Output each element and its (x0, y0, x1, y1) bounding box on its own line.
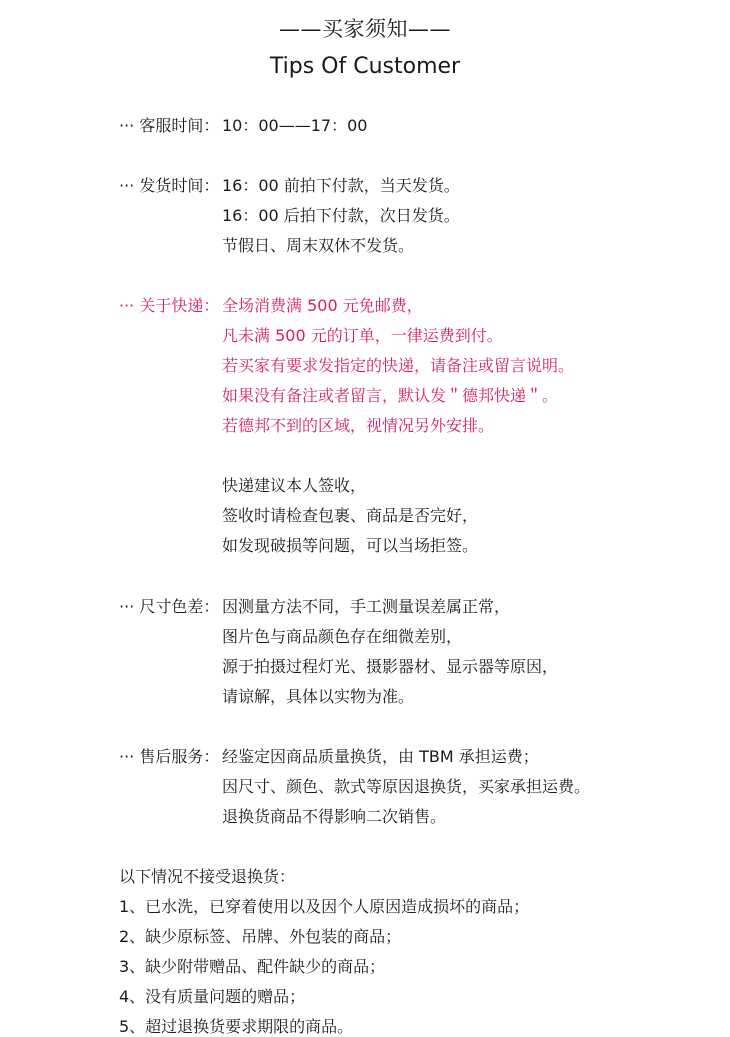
size-color-label: ··· 尺寸色差： (119, 597, 220, 616)
express-note-line: 如发现破损等问题，可以当场拒签。 (222, 536, 479, 555)
no-return-item: 3、缺少附带赠品、配件缺少的商品； (119, 957, 386, 976)
shipping-time-line: 16：00 前拍下付款，当天发货。 (222, 176, 460, 195)
express-note-line: 签收时请检查包裹、商品是否完好， (222, 506, 479, 525)
size-color-line: 请谅解，具体以实物为准。 (222, 687, 415, 706)
after-sales-line: 因尺寸、颜色、款式等原因退换货，买家承担运费。 (222, 777, 591, 796)
no-return-item: 4、没有质量问题的赠品； (119, 987, 306, 1006)
express-line: 若买家有要求发指定的快递，请备注或留言说明。 (222, 356, 575, 375)
express-line: 若德邦不到的区域，视情况另外安排。 (222, 416, 495, 435)
express-note-line: 快递建议本人签收， (222, 476, 367, 495)
no-return-item: 1、已水洗，已穿着使用以及因个人原因造成损坏的商品； (119, 897, 530, 916)
express-label: ··· 关于快递： (119, 296, 220, 315)
no-return-item: 2、缺少原标签、吊牌、外包装的商品； (119, 927, 402, 946)
after-sales-label: ··· 售后服务： (119, 747, 220, 766)
no-return-item: 5、超过退换货要求期限的商品。 (119, 1017, 354, 1036)
express-line: 如果没有备注或者留言，默认发＂德邦快递＂。 (222, 386, 559, 405)
express-line: 凡未满 500 元的订单，一律运费到付。 (222, 326, 503, 345)
after-sales-line: 退换货商品不得影响二次销售。 (222, 807, 447, 826)
size-color-line: 源于拍摄过程灯光、摄影器材、显示器等原因， (222, 657, 559, 676)
service-hours-label: ··· 客服时间： (119, 116, 220, 135)
service-hours-row (119, 116, 367, 136)
service-hours-value: 10：00——17：00 (222, 116, 368, 135)
express-line: 全场消费满 500 元免邮费， (222, 296, 423, 315)
shipping-time-line: 节假日、周末双休不发货。 (222, 236, 415, 255)
page-title-cn: ——买家须知—— (279, 17, 451, 41)
size-color-line: 图片色与商品颜色存在细微差别， (222, 627, 463, 646)
no-return-heading: 以下情况不接受退换货： (119, 867, 296, 886)
page-title-en: Tips Of Customer (269, 54, 461, 79)
size-color-line: 因测量方法不同，手工测量误差属正常， (222, 597, 511, 616)
shipping-time-label: ··· 发货时间： (119, 176, 220, 195)
shipping-time-line: 16：00 后拍下付款，次日发货。 (222, 206, 460, 225)
after-sales-line: 经鉴定因商品质量换货，由 TBM 承担运费； (222, 747, 539, 766)
